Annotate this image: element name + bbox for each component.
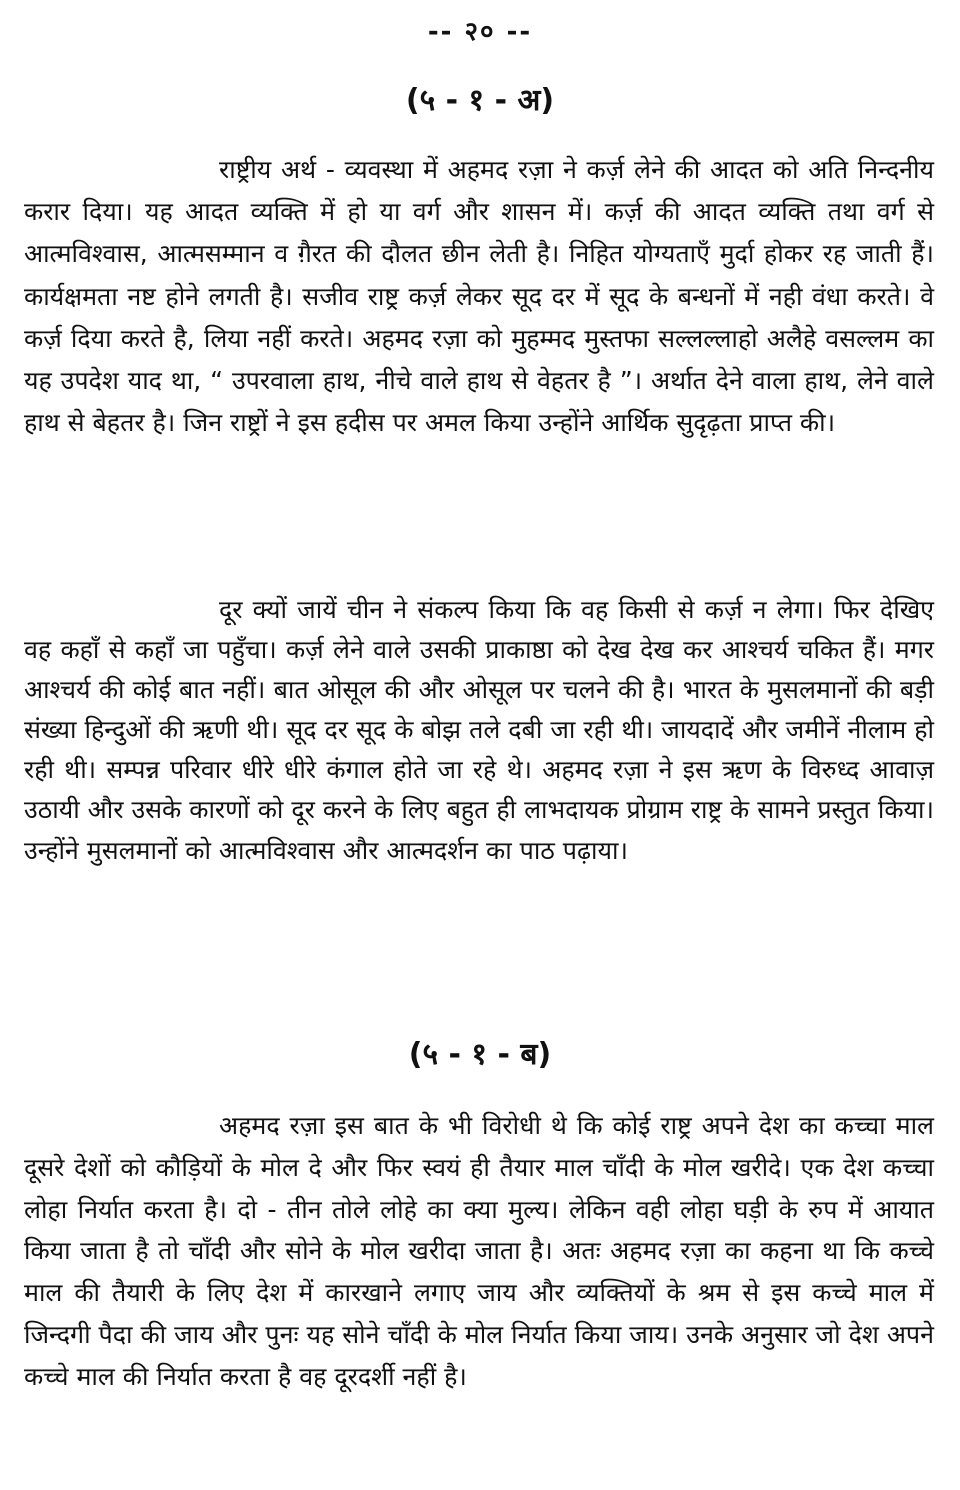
paragraph-raw-material: अहमद रज़ा इस बात के भी विरोधी थे कि कोई राष्ट्र अपने देश का कच्चा माल दूसरे देशों को कौड़ियों के मोल दे और फिर स्वयं ही तैयार माल चाँदी के मोल खरीदे। एक देश कच्चा लोहा निर्यात करता है। दो - तीन तोले लोहे का क्या मुल्य। लेकिन वही लोहा घड़ी के रुप में आयात किया जाता है तो चाँदी और सोने के मोल खरीदा जाता है। अतः अहमद रज़ा का कहना था कि कच्चे माल की तैयारी के लिए देश में कारखाने लगाए जाय और व्यक्तियों के श्रम से इस कच्चे माल में जिन्दगी पैदा की जाय और पुनः यह सोने चाँदी के मोल निर्यात किया जाय। उनके अनुसार जो देश अपने कच्चे माल की निर्यात करता है वह दूरदर्शी नहीं है।: [24, 1111, 934, 1391]
page-number: -- २० --: [427, 17, 533, 47]
section-heading-5-1-a: (५ - १ - अ): [405, 83, 555, 118]
section-heading-5-1-b: (५ - १ - ब): [408, 1037, 552, 1072]
paragraph-china-example: दूर क्यों जायें चीन ने संकल्प किया कि वह किसी से कर्ज़ न लेगा। फिर देखिए वह कहाँ से कहाँ जा पहुँचा। कर्ज़ लेने वाले उसकी प्राकाष्ठा को देख देख कर आश्चर्य चकित हैं। मगर आश्चर्य की कोई बात नहीं। बात ओसूल की और ओसूल पर चलने की है। भारत के मुसलमानों की बड़ी संख्या हिन्दुओं की ऋणी थी। सूद दर सूद के बोझ तले दबी जा रही थी। जायदादें और जमीनें नीलाम हो रही थी। सम्पन्न परिवार धीरे धीरे कंगाल होते जा रहे थे। अहमद रज़ा ने इस ऋण के विरुध्द आवाज़ उठायी और उसके कारणों को दूर करने के लिए बहुत ही लाभदायक प्रोग्राम राष्ट्र के सामने प्रस्तुत किया। उन्होंने मुसलमानों को आत्मविश्वास और आत्मदर्शन का पाठ पढ़ाया।: [24, 595, 934, 865]
paragraph-debt-habit: राष्ट्रीय अर्थ - व्यवस्था में अहमद रज़ा ने कर्ज़ लेने की आदत को अति निन्दनीय करार दिया। यह आदत व्यक्ति में हो या वर्ग और शासन में। कर्ज़ की आदत व्यक्ति तथा वर्ग से आत्मविश्वास, आत्मसम्मान व ग़ैरत की दौलत छीन लेती है। निहित योग्यताएँ मुर्दा होकर रह जाती हैं। कार्यक्षमता नष्ट होने लगती है। सजीव राष्ट्र कर्ज़ लेकर सूद दर में सूद के बन्धनों में नही वंधा करते। वे कर्ज़ दिया करते है, लिया नहीं करते। अहमद रज़ा को मुहम्मद मुस्तफा सल्लल्लाहो अलैहे वसल्लम का यह उपदेश याद था, “ उपरवाला हाथ, नीचे वाले हाथ से वेहतर है ”। अर्थात देने वाला हाथ, लेने वाले हाथ से बेहतर है। जिन राष्ट्रों ने इस हदीस पर अमल किया उन्होंने आर्थिक सुदृढ़ता प्राप्त की।: [24, 155, 934, 438]
